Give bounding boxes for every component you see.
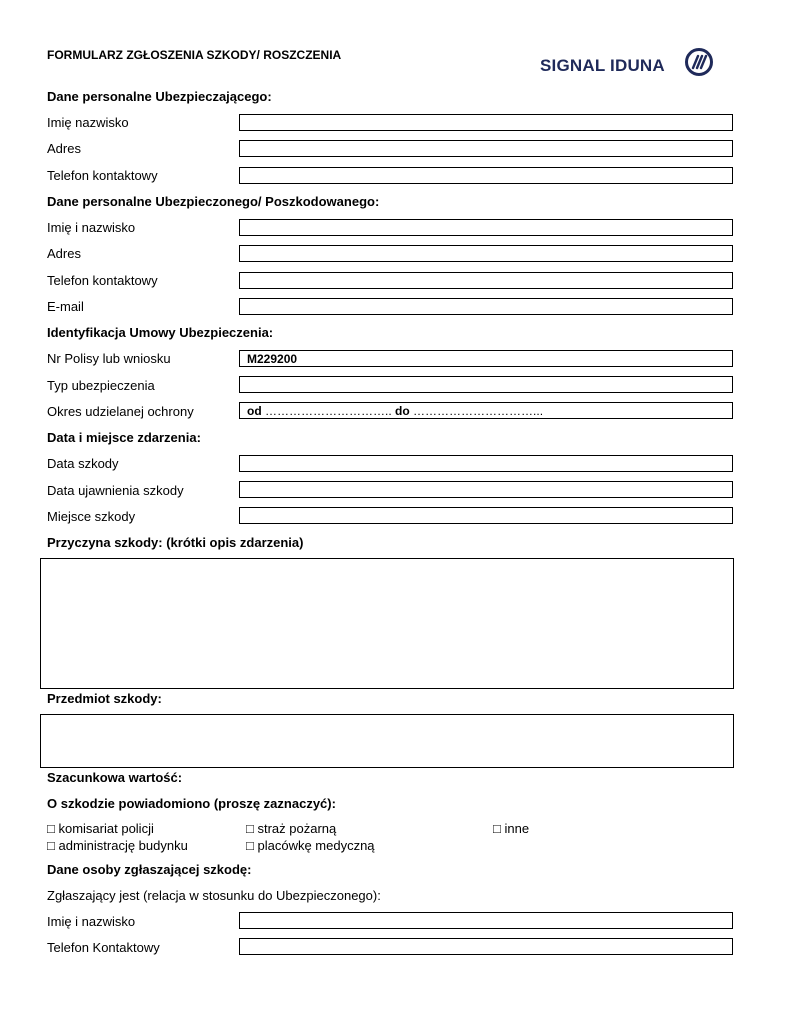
- event-heading: Data i miejsce zdarzenia:: [47, 430, 201, 445]
- policy-heading: Identyfikacja Umowy Ubezpieczenia:: [47, 325, 274, 340]
- insured-name-label: Imię i nazwisko: [47, 220, 136, 235]
- subject-heading: Przedmiot szkody:: [47, 691, 162, 706]
- reporter-phone-field[interactable]: [239, 938, 733, 955]
- notified-heading: O szkodzie powiadomiono (proszę zaznaczyć):: [47, 796, 336, 811]
- checkbox-icon[interactable]: □: [246, 838, 254, 853]
- period-from-value: …………………………..: [265, 404, 392, 418]
- coverage-period-field[interactable]: [239, 402, 733, 419]
- form-title: FORMULARZ ZGŁOSZENIA SZKODY/ ROSZCZENIA: [47, 48, 342, 62]
- insurer-phone-field[interactable]: [239, 167, 733, 184]
- logo-text: SIGNAL IDUNA: [540, 56, 665, 75]
- insurer-name-field[interactable]: [239, 114, 733, 131]
- insurer-address-field[interactable]: [239, 140, 733, 157]
- checkbox-icon[interactable]: □: [246, 821, 254, 836]
- discovery-date-label: Data ujawnienia szkody: [47, 483, 184, 498]
- reporter-phone-label: Telefon Kontaktowy: [47, 940, 160, 955]
- period-to-label: do: [395, 404, 410, 418]
- insured-phone-label: Telefon kontaktowy: [47, 273, 158, 288]
- insured-email-label: E-mail: [47, 299, 84, 314]
- reporter-relation-label: Zgłaszający jest (relacja w stosunku do Ubezpieczonego):: [47, 888, 381, 903]
- insurance-type-label: Typ ubezpieczenia: [47, 378, 155, 393]
- damage-place-field[interactable]: [239, 507, 733, 524]
- reporter-name-field[interactable]: [239, 912, 733, 929]
- period-to-value: …………………………...: [413, 404, 544, 418]
- insurer-phone-label: Telefon kontaktowy: [47, 168, 158, 183]
- damage-date-field[interactable]: [239, 455, 733, 472]
- checkbox-icon[interactable]: □: [47, 838, 55, 853]
- insured-name-field[interactable]: [239, 219, 733, 236]
- logo-mark-icon: [684, 47, 714, 77]
- policy-number-label: Nr Polisy lub wniosku: [47, 351, 171, 366]
- insurer-heading: Dane personalne Ubezpieczającego:: [47, 89, 272, 104]
- insured-address-field[interactable]: [239, 245, 733, 262]
- option-building-admin[interactable]: □ administrację budynku: [47, 838, 188, 853]
- insurance-type-field[interactable]: [239, 376, 733, 393]
- estimated-value-heading: Szacunkowa wartość:: [47, 770, 183, 785]
- period-from-label: od: [247, 404, 262, 418]
- damage-date-label: Data szkody: [47, 456, 119, 471]
- policy-number-field[interactable]: M229200: [239, 350, 733, 367]
- insurer-address-label: Adres: [47, 141, 81, 156]
- option-fire-brigade[interactable]: □ straż pożarną: [246, 821, 337, 836]
- insured-phone-field[interactable]: [239, 272, 733, 289]
- option-other[interactable]: □ inne: [493, 821, 530, 836]
- coverage-period-label: Okres udzielanej ochrony: [47, 404, 194, 419]
- cause-heading: Przyczyna szkody: (krótki opis zdarzenia): [47, 535, 304, 550]
- checkbox-icon[interactable]: □: [47, 821, 55, 836]
- cause-description-textarea[interactable]: [40, 558, 734, 689]
- insured-address-label: Adres: [47, 246, 81, 261]
- reporter-name-label: Imię i nazwisko: [47, 914, 136, 929]
- insurer-name-label: Imię nazwisko: [47, 115, 129, 130]
- reporter-heading: Dane osoby zgłaszającej szkodę:: [47, 862, 252, 877]
- damage-subject-textarea[interactable]: [40, 714, 734, 768]
- option-police[interactable]: □ komisariat policji: [47, 821, 154, 836]
- insured-email-field[interactable]: [239, 298, 733, 315]
- insured-heading: Dane personalne Ubezpieczonego/ Poszkodowanego:: [47, 194, 380, 209]
- discovery-date-field[interactable]: [239, 481, 733, 498]
- damage-place-label: Miejsce szkody: [47, 509, 136, 524]
- checkbox-icon[interactable]: □: [493, 821, 501, 836]
- option-medical-facility[interactable]: □ placówkę medyczną: [246, 838, 375, 853]
- signal-iduna-logo: [540, 46, 715, 80]
